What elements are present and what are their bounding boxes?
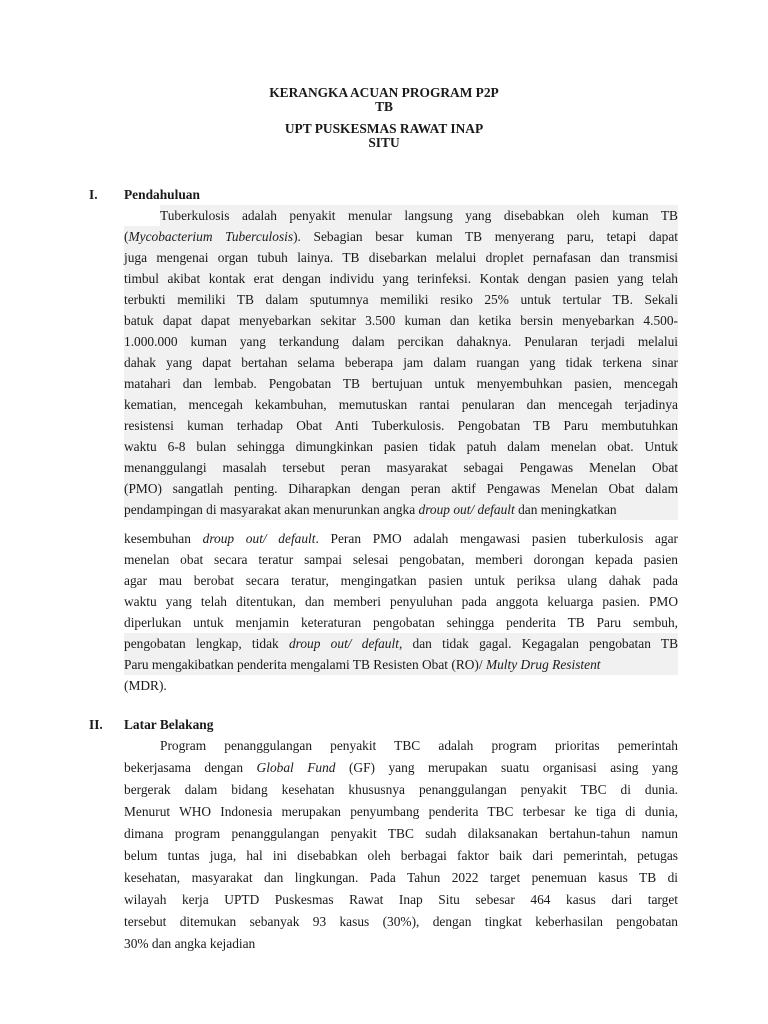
paragraph-line — [124, 889, 678, 910]
text-run: kematian, mencegah kekambuhan, memutuskan rantai penularan dan mencegah terjadinya — [124, 397, 678, 412]
paragraph-line — [124, 823, 678, 844]
text-run: menanggulangi masalah tersebut peran masyarakat sebagai Pengawas Menelan Obat — [124, 460, 678, 475]
text-run: pendampingan di masyarakat akan menurunkan angka — [124, 502, 419, 517]
text-run: tersebut ditemukan sebanyak 93 kasus (30%), dengan tingkat keberhasilan pengobatan — [124, 914, 678, 929]
paragraph-line — [160, 205, 678, 226]
paragraph-line — [124, 845, 678, 866]
text-run: belum tuntas juga, hal ini disebabkan oleh berbagai faktor baik dari pemerintah, petugas — [124, 848, 678, 863]
paragraph-line — [124, 779, 678, 800]
paragraph-line — [124, 247, 678, 268]
italic-term: Mycobacterium Tuberculosis — [128, 229, 294, 244]
text-run: bekerjasama dengan — [124, 760, 257, 775]
italic-term: droup out/ default — [202, 531, 316, 546]
text-run: ). Sebagian besar kuman TB menyerang paru, tetapi dapat — [293, 229, 678, 244]
paragraph-line — [124, 801, 678, 822]
italic-term: Multy Drug Resistent — [485, 657, 601, 672]
text-run: timbul akibat kontak erat dengan individu yang terinfeksi. Kontak dengan pasien yang telah — [124, 271, 678, 286]
text-run: kesehatan, masyarakat dan lingkungan. Pada Tahun 2022 target penemuan kasus TB di — [124, 870, 678, 885]
text-run: wilayah kerja UPTD Puskesmas Rawat Inap Situ sebesar 464 kasus dari target — [124, 892, 678, 907]
paragraph-line — [124, 352, 678, 373]
doc-subtitle-line-2: SITU — [368, 135, 400, 150]
paragraph-line — [124, 415, 678, 436]
text-run: dimana program penanggulangan penyakit TBC sudah dilaksanakan bertahun-tahun namun — [124, 826, 678, 841]
doc-subtitle-line-1: UPT PUSKESMAS RAWAT INAP — [284, 121, 484, 136]
paragraph-line — [124, 478, 678, 499]
paragraph-line — [124, 570, 678, 591]
text-run: , dan tidak gagal. Kegagalan pengobatan TB — [398, 636, 679, 651]
paragraph-line — [124, 933, 678, 954]
paragraph-line — [124, 499, 678, 520]
text-run: (GF) yang merupakan suatu organisasi asing yang — [335, 760, 679, 775]
text-run: pengobatan lengkap, tidak — [124, 636, 289, 651]
text-run: dan meningkatkan — [514, 502, 617, 517]
section-2-number: II. — [89, 717, 103, 732]
text-run: Program penanggulangan penyakit TBC adalah program prioritas pemerintah — [160, 738, 678, 753]
doc-title-line-1: KERANGKA ACUAN PROGRAM P2P — [269, 85, 499, 100]
paragraph-line — [124, 268, 678, 289]
text-run: dahak yang dapat bertahan selama beberapa jam dalam ruangan yang tidak terkena sinar — [124, 355, 678, 370]
paragraph-line — [124, 591, 678, 612]
paragraph-line — [124, 373, 678, 394]
section-1-heading: Pendahuluan — [124, 187, 200, 202]
paragraph-line — [124, 457, 678, 478]
paragraph-line — [124, 654, 678, 675]
text-run: terbukti memiliki TB dalam sputumnya memiliki resiko 25% untuk tertular TB. Sekali — [124, 292, 678, 307]
text-run: agar mau berobat secara teratur, mengingatkan pasien untuk periksa ulang dahak pada — [124, 573, 678, 588]
text-run: matahari dan lembab. Pengobatan TB bertujuan untuk menyembuhkan pasien, mencegah — [124, 376, 678, 391]
doc-title-line-2: TB — [375, 99, 393, 114]
text-run: waktu 6-8 bulan sehingga dimungkinkan pasien tidak patuh dalam menelan obat. Untuk — [124, 439, 678, 454]
paragraph-line — [124, 289, 678, 310]
paragraph-line — [124, 549, 678, 570]
paragraph-line — [124, 911, 678, 932]
paragraph-line — [124, 226, 678, 247]
italic-term: droup out/ default — [288, 636, 399, 651]
paragraph-line — [124, 331, 678, 352]
paragraph-line — [124, 633, 678, 654]
text-run: Paru mengakibatkan penderita mengalami TB Resisten Obat (RO)/ — [124, 657, 486, 672]
text-run: menelan obat secara teratur sampai selesai pengobatan, memberi dorongan kepada pasien — [124, 552, 678, 567]
text-run: ( — [124, 229, 129, 244]
paragraph-line — [124, 675, 678, 696]
paragraph-line — [160, 735, 678, 756]
text-run: diperlukan untuk menjamin keteraturan pengobatan sehingga penderita TB Paru sembuh, — [124, 615, 678, 630]
paragraph-line — [124, 612, 678, 633]
text-run: (PMO) sangatlah penting. Diharapkan dengan peran aktif Pengawas Menelan Obat dalam — [124, 481, 678, 496]
text-run: Menurut WHO Indonesia merupakan penyumbang penderita TBC terbesar ke tiga di dunia, — [124, 804, 678, 819]
section-1-number: I. — [89, 187, 98, 202]
paragraph-line — [124, 436, 678, 457]
text-run: kesembuhan — [124, 531, 203, 546]
text-run: bergerak dalam bidang kesehatan khususnya penanggulangan penyakit TBC di dunia. — [124, 782, 678, 797]
text-run: batuk dapat dapat menyebarkan sekitar 3.500 kuman dan ketika bersin menyebarkan 4.500- — [124, 313, 678, 328]
italic-term: droup out/ default — [418, 502, 515, 517]
text-run: 1.000.000 kuman yang terkandung dalam percikan dahaknya. Penularan terjadi melalui — [124, 334, 678, 349]
text-run: resistensi kuman terhadap Obat Anti Tuberkulosis. Pengobatan TB Paru membutuhkan — [124, 418, 678, 433]
paragraph-line — [124, 757, 678, 778]
paragraph-line — [124, 310, 678, 331]
text-run: juga mengenai organ tubuh lainya. TB disebarkan melalui droplet pernafasan dan transmisi — [124, 250, 678, 265]
paragraph-line — [124, 528, 678, 549]
text-run: (MDR). — [124, 678, 167, 693]
italic-term: Global Fund — [256, 760, 336, 775]
text-run: Tuberkulosis adalah penyakit menular langsung yang disebabkan oleh kuman TB — [160, 208, 678, 223]
section-2-heading: Latar Belakang — [124, 717, 214, 732]
text-run: waktu yang telah ditentukan, dan memberi penyuluhan pada anggota keluarga pasien. PMO — [124, 594, 678, 609]
paragraph-line — [124, 867, 678, 888]
text-run: . Peran PMO adalah mengawasi pasien tuberkulosis agar — [315, 531, 679, 546]
text-run: 30% dan angka kejadian — [124, 936, 256, 951]
paragraph-line — [124, 394, 678, 415]
